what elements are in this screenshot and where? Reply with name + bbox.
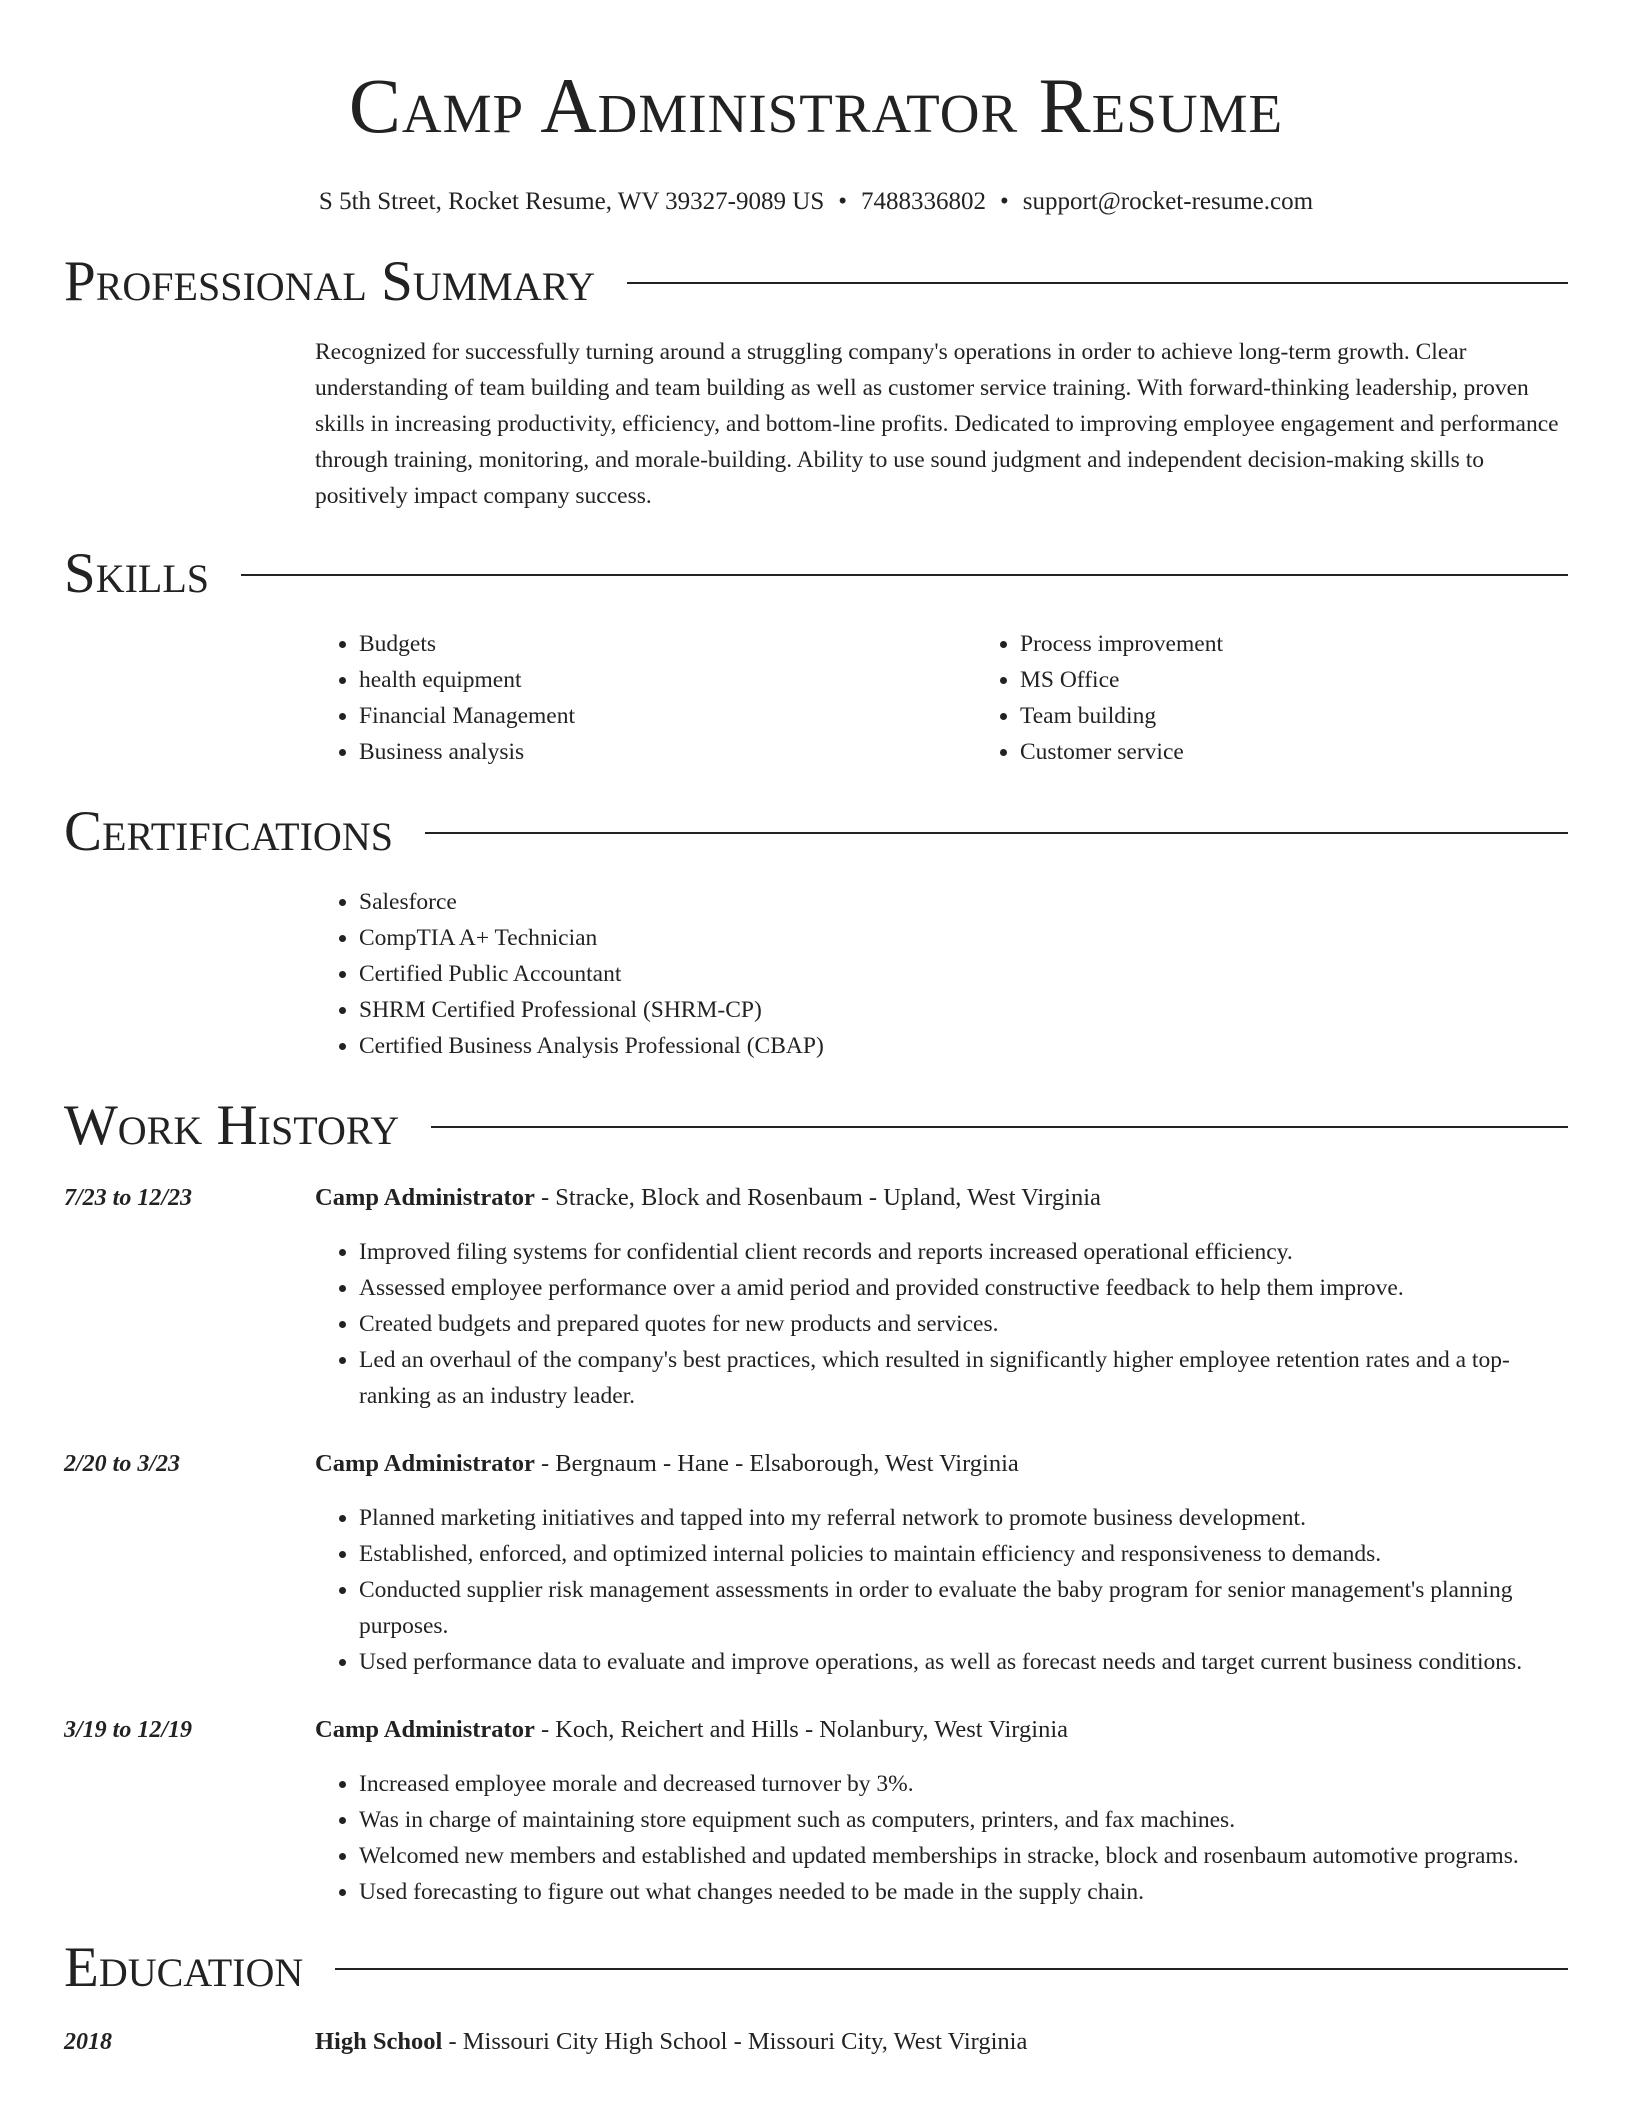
certifications-body bbox=[315, 884, 1568, 1064]
section-title: Professional Summary bbox=[64, 250, 596, 313]
education-section bbox=[64, 1938, 1568, 2060]
skills-column-left bbox=[315, 626, 976, 770]
job-bullet: • Improved filing systems for confidential client records and reports increased operational efficiency. bbox=[359, 1234, 1568, 1270]
job-bullet: • Used forecasting to figure out what changes needed to be made in the supply chain. bbox=[359, 1874, 1568, 1910]
job-dates: 3/19 to 12/19 bbox=[64, 1717, 193, 1743]
section-divider bbox=[431, 1126, 1568, 1128]
certification-item: • Certified Public Accountant bbox=[359, 956, 1568, 992]
resume-page bbox=[64, 0, 1568, 2092]
job-bullet: • Increased employee morale and decreased turnover by 3%. bbox=[359, 1766, 1568, 1802]
skill-item: • Team building bbox=[1020, 698, 1632, 734]
job-bullet: • Created budgets and prepared quotes for new products and services. bbox=[359, 1306, 1568, 1342]
section-divider bbox=[425, 832, 1568, 834]
certifications-section bbox=[64, 802, 1568, 1064]
certification-item: • SHRM Certified Professional (SHRM-CP) bbox=[359, 992, 1568, 1028]
job-entry bbox=[64, 1446, 1568, 1680]
skill-item: • Financial Management bbox=[359, 698, 976, 734]
summary-body bbox=[315, 334, 1568, 514]
job-details: - Stracke, Block and Rosenbaum - Upland, West Virginia bbox=[534, 1184, 1101, 1211]
skill-item: • Customer service bbox=[1020, 734, 1632, 770]
job-bullet: • Assessed employee performance over a amid period and provided constructive feedback to help them improve. bbox=[359, 1270, 1568, 1306]
job-bullets bbox=[315, 1766, 1568, 1910]
section-title: Skills bbox=[64, 542, 210, 605]
education-details: - Missouri City High School - Missouri City, West Virginia bbox=[442, 2028, 1028, 2055]
contact-separator: • bbox=[1000, 188, 1009, 215]
job-title: Camp Administrator bbox=[315, 1450, 535, 1477]
job-bullet: • Led an overhaul of the company's best practices, which resulted in significantly higher employee retention rates and a top-ranking as an industry leader. bbox=[359, 1342, 1568, 1414]
contact-email: support@rocket-resume.com bbox=[1022, 188, 1314, 215]
job-bullets bbox=[315, 1234, 1568, 1414]
education-heading bbox=[315, 2024, 1568, 2060]
job-dates: 7/23 to 12/23 bbox=[64, 1185, 193, 1211]
contact-address: S 5th Street, Rocket Resume, WV 39327-9089 US bbox=[318, 188, 825, 215]
job-dates: 2/20 to 3/23 bbox=[64, 1451, 181, 1477]
job-heading bbox=[315, 1446, 1568, 1482]
skill-item: • MS Office bbox=[1020, 662, 1632, 698]
job-entry bbox=[64, 1180, 1568, 1414]
education-entry bbox=[64, 2024, 1568, 2060]
contact-phone: 7488336802 bbox=[861, 188, 986, 215]
contact-separator: • bbox=[838, 188, 847, 215]
job-title: Camp Administrator bbox=[315, 1184, 535, 1211]
job-bullet: • Was in charge of maintaining store equipment such as computers, printers, and fax machines. bbox=[359, 1802, 1568, 1838]
section-divider bbox=[335, 1968, 1568, 1970]
certifications-list bbox=[315, 884, 1568, 1064]
skills-list bbox=[315, 626, 1568, 770]
section-title: Work History bbox=[64, 1094, 400, 1157]
job-details: - Bergnaum - Hane - Elsaborough, West Virginia bbox=[534, 1450, 1019, 1477]
certification-item: • Salesforce bbox=[359, 884, 1568, 920]
job-bullet: • Planned marketing initiatives and tapped into my referral network to promote business development. bbox=[359, 1500, 1568, 1536]
job-bullet: • Used performance data to evaluate and improve operations, as well as forecast needs and target current business conditions. bbox=[359, 1644, 1568, 1680]
job-details: - Koch, Reichert and Hills - Nolanbury, West Virginia bbox=[534, 1716, 1069, 1743]
section-header bbox=[64, 802, 1568, 862]
job-bullet: • Established, enforced, and optimized internal policies to maintain efficiency and responsiveness to demands. bbox=[359, 1536, 1568, 1572]
summary-text: Recognized for successfully turning around a struggling company's operations in order to achieve long-term growth. Clear understanding of team building and team building as well as customer service training. With forward-thinking leadership, proven skills in increasing productivity, efficiency, and bottom-line profits. Dedicated to improving employee engagement and performance through training, monitoring, and morale-building. Ability to use sound judgment and independent decision-making skills to positively impact company success. bbox=[315, 339, 1559, 509]
job-bullet: • Welcomed new members and established and updated memberships in stracke, block and rosenbaum automotive programs. bbox=[359, 1838, 1568, 1874]
job-heading bbox=[315, 1180, 1568, 1216]
section-divider bbox=[627, 282, 1568, 284]
skills-section bbox=[64, 544, 1568, 770]
education-degree: High School bbox=[315, 2028, 443, 2055]
job-entry bbox=[64, 1712, 1568, 1910]
skill-item: • health equipment bbox=[359, 662, 976, 698]
resume-title: Camp Administrator Resume bbox=[348, 62, 1284, 149]
contact-line bbox=[64, 186, 1568, 218]
section-divider bbox=[241, 574, 1568, 576]
job-bullets bbox=[315, 1500, 1568, 1680]
section-header bbox=[64, 252, 1568, 312]
job-bullet: • Conducted supplier risk management assessments in order to evaluate the baby program for senior management's planning purposes. bbox=[359, 1572, 1568, 1644]
work-history-section bbox=[64, 1096, 1568, 1910]
section-title: Education bbox=[64, 1936, 304, 1999]
skill-item: • Budgets bbox=[359, 626, 976, 662]
section-header bbox=[64, 1938, 1568, 1998]
job-heading bbox=[315, 1712, 1568, 1748]
skill-item: • Process improvement bbox=[1020, 626, 1632, 662]
section-title: Certifications bbox=[64, 800, 393, 863]
section-header bbox=[64, 1096, 1568, 1156]
section-header bbox=[64, 544, 1568, 604]
skill-item: • Business analysis bbox=[359, 734, 976, 770]
education-date: 2018 bbox=[64, 2029, 112, 2055]
skills-column-right bbox=[976, 626, 1632, 770]
certification-item: • CompTIA A+ Technician bbox=[359, 920, 1568, 956]
job-title: Camp Administrator bbox=[315, 1716, 535, 1743]
certification-item: • Certified Business Analysis Professional (CBAP) bbox=[359, 1028, 1568, 1064]
summary-section bbox=[64, 252, 1568, 514]
